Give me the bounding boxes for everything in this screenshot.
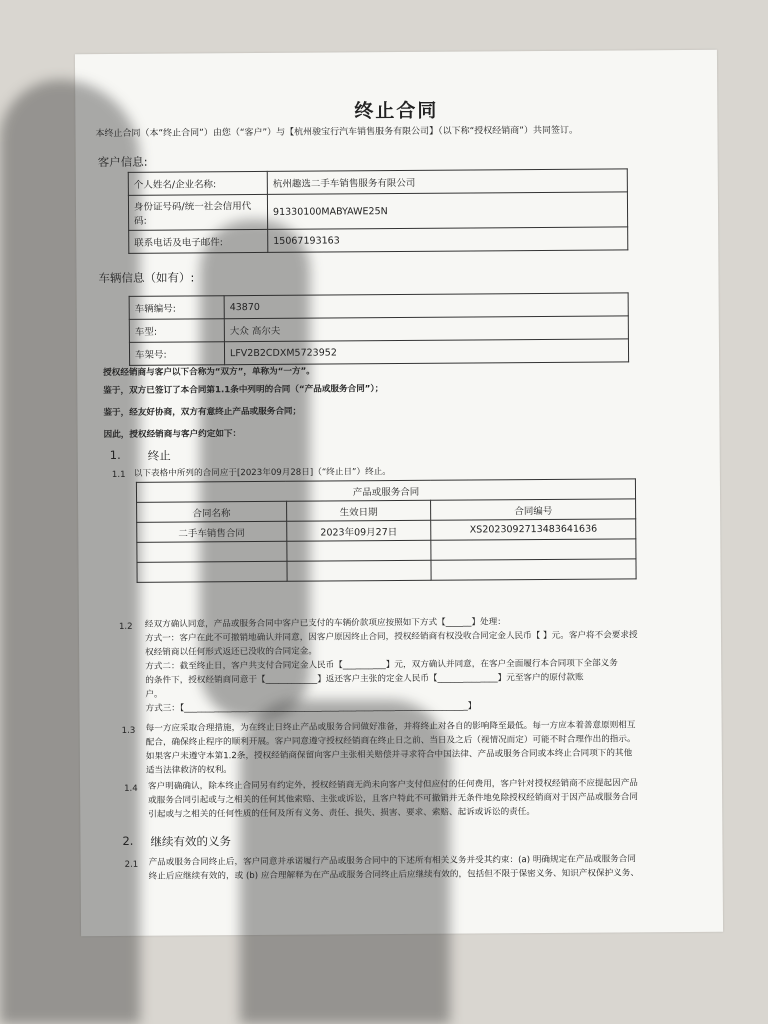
clause-line: 引起或与之相关的任何性质的任何及所有义务、责任、损失、损害、要求、索赔、起诉或诉讼的责任。	[148, 807, 535, 820]
column-header: 生效日期	[286, 500, 431, 521]
table-cell-value: 15067193163	[268, 227, 628, 253]
clause-line: 产品或服务合同终止后，客户同意并承诺履行产品或服务合同中的下述所有相关义务并受其约束：(a) 明确规定在产品或服务合同	[148, 854, 636, 868]
clause-line: 方式三：【__________________________________________________________________】	[145, 701, 477, 714]
clause-line: 权经销商以任何形式返还已没收的合同定金。	[145, 646, 318, 658]
clause-number: 1.1	[111, 469, 126, 481]
clause-line: 适当法律救济的权利。	[145, 765, 232, 776]
table-cell-label: 车辆编号:	[129, 296, 224, 320]
table-row	[137, 559, 636, 582]
table-cell-value: 大众 高尔夫	[224, 316, 628, 342]
customer-heading: 客户信息:	[97, 154, 148, 170]
table-row	[128, 169, 627, 195]
clause-line: 方式二：截至终止日，客户共支付合同定金人民币【__________】元，双方确认并同意，在客户全面履行本合同项下全部义务	[145, 658, 618, 672]
clause-line: 终止后应继续有效的，或 (b) 应合理解释为在产品或服务合同终止后应继续有效的，包括但不限于保密义务、知识产权保护义务、	[148, 868, 639, 882]
table-cell-value: 91330100MABYAWE25N	[267, 192, 627, 230]
table-row	[129, 339, 628, 365]
clause-number: 1.3	[121, 725, 136, 736]
table-row	[129, 316, 628, 342]
clause-line: 或服务合同引起或与之相关的任何其他索赔、主张或诉讼，且客户特此不可撤销并无条件地免除授权经销商对于因产品或服务合同	[148, 792, 639, 806]
clause-line: 的条件下，授权经销商同意于【____________】返还客户主张的定金人民币【______________】元至客户的原付款账	[145, 672, 584, 686]
table-row	[129, 227, 628, 253]
recital-line: 鉴于，经友好协商，双方有意终止产品或服务合同；	[103, 406, 302, 419]
clause-number: 2.1	[124, 859, 139, 870]
clause-line: 配合，确保终止程序的顺利开展。客户同意遵守授权经销商在终止日之前、当日及之后（视情况而定）可能不时合理作出的指示。	[145, 734, 636, 748]
table-cell-label: 车型:	[129, 319, 224, 343]
table-row	[128, 192, 627, 230]
clause-line: 经双方确认同意，产品或服务合同中客户已支付的车辆价款项应按照如下方式【______】处理：	[144, 617, 506, 630]
document-page	[75, 50, 723, 936]
table-cell	[137, 541, 287, 562]
table-cell-label: 个人姓名/企业名称:	[128, 171, 267, 195]
intro-paragraph: 本终止合同（本“终止合同”）由您（“客户”）与【杭州骏宝行汽车销售服务有限公司】（以下称“授权经销商”）共同签订。	[95, 125, 578, 140]
section-2-title: 继续有效的义务	[150, 834, 231, 849]
page-title: 终止合同	[354, 99, 439, 123]
table-cell	[431, 539, 636, 560]
table-cell-label: 车架号:	[129, 342, 224, 366]
recital-line: 因此，授权经销商与客户约定如下：	[103, 429, 242, 441]
clause-line: 户。	[145, 689, 163, 700]
clause-line: 如果客户未遵守本第1.2条，授权经销商保留向客户主张相关赔偿并寻求符合中国法律、产品或服务合同或本终止合同项下的其他	[145, 748, 633, 762]
table-cell-label: 联系电话及电子邮件:	[129, 229, 268, 253]
table-caption: 产品或服务合同	[136, 479, 635, 502]
column-header: 合同编号	[431, 499, 636, 520]
table-cell-value: 43870	[224, 293, 628, 319]
table-cell: 二手车销售合同	[137, 521, 287, 542]
column-header: 合同名称	[137, 501, 287, 522]
clause-text: 以下表格中所列的合同应于[2023年09月28日]（“终止日”）终止。	[133, 467, 391, 479]
table-cell	[287, 560, 432, 581]
vehicle-info-table	[129, 292, 629, 365]
customer-info-table	[128, 168, 629, 253]
clause-line: 方式一：客户在此不可撤销地确认并同意，因客户原因终止合同，授权经销商有权没收合同定金人民币【 】元。客户将不会要求授	[144, 630, 638, 644]
vehicle-heading: 车辆信息（如有）:	[98, 270, 195, 286]
table-cell	[137, 561, 287, 582]
table-cell: XS2023092713483641636	[431, 519, 636, 540]
section-1-number: 1.	[109, 447, 121, 463]
table-cell-value: LFV2B2CDXM5723952	[224, 339, 628, 365]
table-cell-label: 身份证号码/统一社会信用代码:	[128, 194, 267, 230]
table-cell	[431, 559, 636, 580]
section-1-title: 终止	[147, 448, 171, 463]
contracts-table	[136, 478, 637, 582]
table-cell: 2023年09月27日	[286, 520, 431, 541]
recital-line: 鉴于，双方已签订了本合同第1.1条中列明的合同（“产品或服务合同”）；	[103, 384, 384, 397]
clause-number: 1.2	[118, 621, 133, 632]
clause-number: 1.4	[124, 783, 138, 794]
table-cell	[287, 540, 432, 561]
section-2-number: 2.	[122, 833, 134, 848]
recital-line: 授权经销商与客户以下合称为“双方”，单称为“一方”。	[103, 366, 315, 379]
table-cell-value: 杭州趣选二手车销售服务有限公司	[267, 169, 627, 195]
table-row	[129, 293, 628, 319]
clause-line: 每一方应采取合理措施，为在终止日终止产品或服务合同做好准备，并将终止对各自的影响降至最低。每一方应本着善意原则相互	[145, 720, 636, 734]
clause-line: 客户明确确认，除本终止合同另有约定外，授权经销商无尚未向客户支付但应付的任何费用，客户针对授权经销商不应提起因产品	[148, 778, 638, 792]
